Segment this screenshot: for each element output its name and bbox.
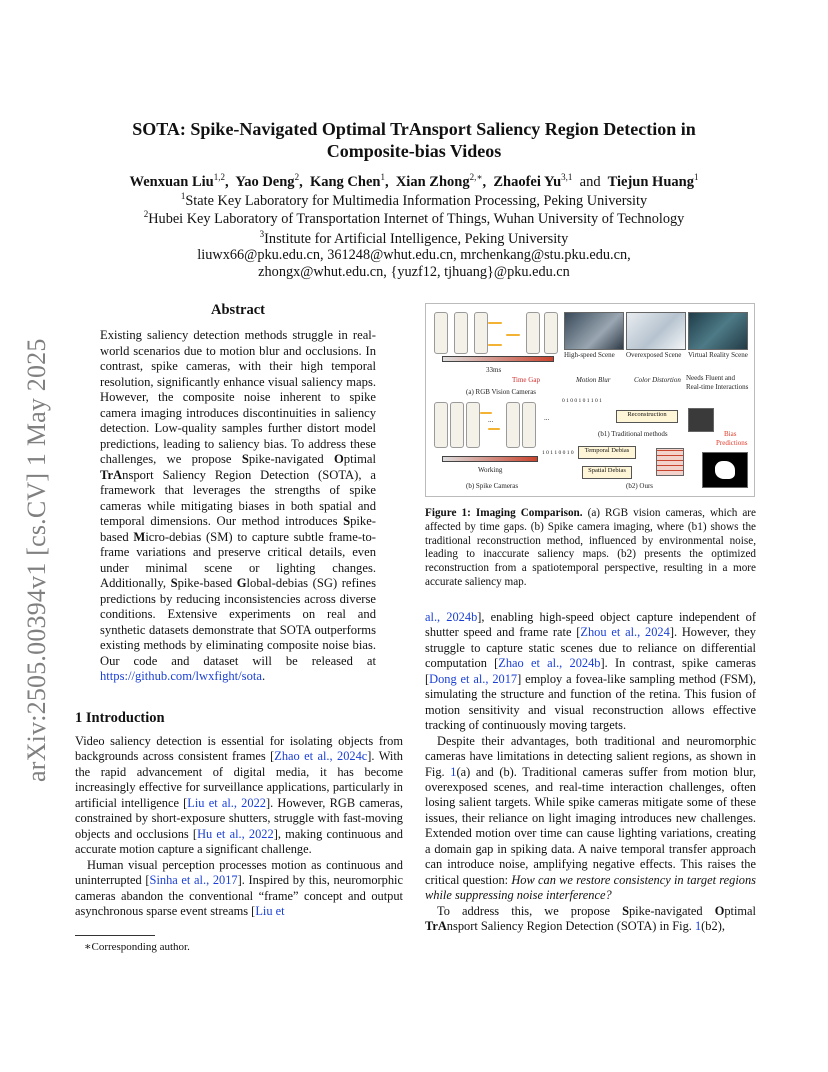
email-line-2: zhongx@whut.edu.cn, {yuzf12, tjhuang}@pku.edu.cn bbox=[258, 264, 570, 280]
caption-b2: (b2) Ours bbox=[626, 482, 654, 490]
title-line-2: Composite-bias Videos bbox=[326, 141, 502, 161]
text-span: ] employ a fovea-like sampling method (FSM), simulating the structure and function of the retina. This fusion of motion sensitivity and visual reconstruction allows effective tracking of continuously moving targets. bbox=[425, 671, 756, 733]
arxiv-identifier: arXiv:2505.00394v1 [cs.CV] 1 May 2025 bbox=[22, 338, 51, 782]
author-name: Wenxuan Liu bbox=[129, 173, 214, 190]
camera-icon bbox=[474, 312, 488, 354]
text-span: To address this, we propose bbox=[437, 903, 623, 918]
camera-icon bbox=[450, 402, 464, 448]
citation-link[interactable]: Sinha et al., 2017 bbox=[149, 873, 238, 888]
section-heading-introduction: 1 Introduction bbox=[75, 710, 165, 726]
paper-title bbox=[96, 118, 732, 162]
intro-paragraph-2 bbox=[75, 858, 403, 920]
affiliation-text: Institute for Artificial Intelligence, Peking University bbox=[264, 230, 569, 247]
reconstruction-box: Reconstruction bbox=[616, 410, 678, 423]
citation-link[interactable]: Zhao et al., 2024c bbox=[274, 749, 368, 764]
saliency-map-noisy bbox=[688, 408, 714, 432]
light-ray bbox=[506, 334, 520, 336]
label-color-distortion: Color Distortion bbox=[634, 376, 681, 384]
figure-label: Figure 1: bbox=[425, 507, 471, 519]
predictions-label: Predictions bbox=[716, 439, 748, 447]
temporal-debias-box: Temporal Debias bbox=[578, 446, 636, 459]
abstract-part: icro-debias (SM) to capture subtle frame-to-frame variations and preserve critical details, even under minimal scene or lighting changes. Additionally, bbox=[100, 529, 377, 590]
working-bar bbox=[442, 456, 538, 462]
abstract-acronym-letter: G bbox=[236, 576, 247, 590]
figure-caption-title: Imaging Comparison. bbox=[475, 507, 583, 519]
acronym-letter: O bbox=[714, 903, 725, 918]
author-list: Wenxuan Liu$^{1,2}$, Yao Deng$^2$, Kang Chen$^1$, Xian Zhong$^{2,∗}$, Zhaofei Yu$^{3,1}$ and Tiejun Huang$^1$ bbox=[129, 172, 699, 190]
abstract-part: pike-based bbox=[100, 514, 376, 544]
bias-label: Bias bbox=[724, 430, 737, 438]
author-name: Xian Zhong bbox=[395, 173, 470, 190]
citation-link[interactable]: Liu et bbox=[255, 903, 285, 918]
author-name: Zhaofei Yu bbox=[493, 173, 562, 190]
citation-link[interactable]: Liu et al., 2022 bbox=[187, 795, 266, 810]
dots-label: ... bbox=[488, 416, 494, 424]
citation-link[interactable]: al., 2024b bbox=[425, 610, 478, 624]
abstract-part: pike-based bbox=[177, 576, 237, 590]
text-span: pike-navigated bbox=[628, 903, 715, 918]
affiliation-3 bbox=[70, 229, 758, 248]
affiliation-sup: 1 bbox=[180, 191, 186, 201]
affiliation-2 bbox=[70, 209, 758, 228]
text-span: nsport Saliency Region Detection (SOTA) in Fig. bbox=[446, 919, 695, 934]
footnote: ∗Corresponding author. bbox=[84, 941, 190, 953]
abstract-text bbox=[100, 328, 376, 685]
caption-b1: (b1) Traditional methods bbox=[598, 430, 668, 438]
label-vr: Virtual Reality Scene bbox=[688, 351, 748, 359]
saliency-map-clean bbox=[702, 452, 748, 488]
author-sup: 1 bbox=[693, 172, 699, 182]
text-span: ]. In contrast, spike cameras [ bbox=[425, 656, 757, 686]
acronym-letter: S bbox=[622, 903, 629, 918]
author-name: Tiejun Huang bbox=[607, 173, 694, 190]
figure-ref-link[interactable]: 1 bbox=[450, 764, 457, 779]
caption-a: (a) RGB Vision Cameras bbox=[466, 388, 537, 396]
abstract-part: lobal-debias (SG) refines predictions by reducing inconsistencies across diverse conditions. Extensive experiments on real and synthetic datasets demonstrate that SOTA outperforms existing methods by eliminating composite noise bias. Our code and dataset will be released at bbox=[100, 576, 376, 668]
author-and: and bbox=[579, 173, 601, 190]
high-speed-image bbox=[564, 312, 624, 350]
light-ray bbox=[488, 322, 502, 324]
bitstream-label: 0 1 0 0 1 0 1 1 0 1 bbox=[562, 398, 602, 404]
author-sup: 1,2 bbox=[213, 172, 225, 182]
time-bar bbox=[442, 356, 554, 362]
overexposed-image bbox=[626, 312, 686, 350]
code-link[interactable]: https://github.com/lwxfight/sota bbox=[100, 669, 262, 683]
intro-text bbox=[75, 734, 403, 919]
label-overexposed: Overexposed Scene bbox=[626, 351, 682, 359]
camera-icon bbox=[522, 402, 536, 448]
camera-icon bbox=[506, 402, 520, 448]
affiliation-text: Hubei Key Laboratory of Transportation Internet of Things, Wuhan University of Technology bbox=[148, 210, 685, 227]
text-span: Despite their advantages, both traditional and neuromorphic cameras have limitations in detecting salient regions, as shown in Fig. bbox=[425, 733, 756, 779]
author-name: Kang Chen bbox=[309, 173, 381, 190]
bitstream-label-2: 1 0 1 1 0 0 1 0 bbox=[542, 450, 574, 456]
citation-link[interactable]: Zhao et al., 2024b bbox=[498, 656, 601, 671]
light-ray bbox=[488, 344, 502, 346]
caption-b: (b) Spike Cameras bbox=[466, 482, 519, 490]
intro-paragraph-1 bbox=[75, 734, 403, 858]
figure-caption-text: (a) RGB vision cameras, which are affected by time gaps. (b) Spike camera imaging, where (b1) shows the traditional reconstruction method, influenced by environmental noise, leading to inaccurate saliency maps. (b2) presents the optimized reconstruction from a spatiotemporal perspective, resulting in a more accurate saliency map. bbox=[425, 507, 757, 588]
affiliation-text: State Key Laboratory for Multimedia Information Processing, Peking University bbox=[185, 192, 648, 209]
abstract-acronym-letter: O bbox=[334, 452, 344, 466]
light-ray bbox=[480, 412, 492, 414]
text-span: Video saliency detection is essential for isolating objects from backgrounds across consistent frames [ bbox=[75, 734, 403, 764]
camera-icon bbox=[434, 312, 448, 354]
abstract-part: Existing saliency detection methods struggle in real-world scenarios due to motion blur and occlusions. In contrast, spike cameras, with their high temporal resolution, significantly enhance visual saliency maps. However, the composite noise inherent to spike camera imaging introduces discontinuities in saliency detection. Low-quality samples further distort model predictions, leading to saliency bias. To address these challenges, we propose bbox=[100, 328, 376, 466]
label-high-speed: High-speed Scene bbox=[564, 351, 615, 359]
figure-ref-link[interactable]: 1 bbox=[694, 919, 702, 934]
figure-1 bbox=[425, 303, 755, 497]
right-paragraph-3 bbox=[425, 904, 756, 935]
acronym-letter: TrA bbox=[425, 919, 447, 934]
time-label: 33ms bbox=[486, 366, 502, 374]
abstract-acronym-letter: S bbox=[241, 452, 249, 466]
abstract-acronym-letter: TrA bbox=[100, 467, 123, 482]
text-span: ]. With the rapid advancement of digital media, it has become increasingly effective for surveillance applications, particularly in artificial intelligence [ bbox=[75, 749, 403, 810]
text-span: ]. However, they struggle to capture static scenes due to reliance on differential computation [ bbox=[425, 625, 756, 671]
author-sup: 3,1 bbox=[561, 172, 573, 182]
label-needs-2: Real-time Interactions bbox=[686, 383, 749, 391]
author-sup: 2 bbox=[294, 172, 300, 182]
abstract-part: . bbox=[261, 669, 266, 683]
abstract-heading: Abstract bbox=[211, 302, 265, 318]
question-text: How can we restore consistency in target regions while suppressing noise interference? bbox=[425, 872, 756, 903]
text-span: Human visual perception processes motion as continuous and uninterrupted [ bbox=[75, 857, 403, 888]
time-gap-label: Time Gap bbox=[512, 376, 540, 384]
figure-caption bbox=[425, 507, 756, 590]
text-span: ]. However, RGB cameras, constrained by short-exposure shutters, struggle with fast-moving objects and occlusions [ bbox=[75, 795, 403, 841]
right-paragraph-2 bbox=[425, 734, 756, 904]
title-line-1: SOTA: Spike-Navigated Optimal TrAnsport Saliency Region Detection in bbox=[132, 119, 696, 139]
arrow-label: ... bbox=[544, 414, 550, 422]
abstract-part: ptimal bbox=[343, 452, 376, 466]
working-label: Working bbox=[478, 466, 503, 474]
text-span: ]. Inspired by this, neuromorphic cameras abandon the conventional “frame” concept and output asynchronous sparse event streams [ bbox=[75, 873, 403, 918]
right-column-text bbox=[425, 610, 756, 935]
light-ray bbox=[488, 428, 500, 430]
citation-link[interactable]: Zhou et al., 2024 bbox=[580, 625, 670, 640]
right-paragraph-1 bbox=[425, 610, 756, 734]
affiliation-1 bbox=[70, 191, 758, 210]
abstract-acronym-letter: S bbox=[170, 576, 178, 590]
camera-icon bbox=[466, 402, 480, 448]
affiliation-sup: 2 bbox=[143, 209, 149, 219]
abstract-part: nsport Saliency Region Detection (SOTA), a framework that leverages the strengths of spike cameras while mitigating biases in both spatial and temporal dimensions. Our method introduces bbox=[100, 467, 376, 528]
text-span: ], enabling high-speed object capture independent of shutter speed and frame rate [ bbox=[425, 610, 756, 640]
label-motion-blur: Motion Blur bbox=[576, 376, 611, 384]
camera-icon bbox=[454, 312, 468, 354]
label-needs-1: Needs Fluent and bbox=[686, 374, 735, 382]
text-span: ], making continuous and accurate motion capture a significant challenge. bbox=[75, 826, 403, 857]
author-sup: 1 bbox=[380, 172, 385, 182]
author-name: Yao Deng bbox=[235, 173, 295, 190]
email-line-1: liuwx66@pku.edu.cn, 361248@whut.edu.cn, mrchenkang@stu.pku.edu.cn, bbox=[197, 247, 631, 263]
abstract-acronym-letter: M bbox=[133, 529, 146, 544]
abstract-part: pike-navigated bbox=[248, 452, 334, 466]
camera-icon bbox=[526, 312, 540, 354]
affiliation-sup: 3 bbox=[259, 229, 265, 239]
camera-icon bbox=[544, 312, 558, 354]
citation-link[interactable]: Hu et al., 2022 bbox=[197, 826, 274, 841]
abstract-acronym-letter: S bbox=[343, 514, 351, 528]
text-span: ptimal bbox=[724, 903, 756, 918]
author-sup: 2,∗ bbox=[469, 172, 483, 182]
vr-image bbox=[688, 312, 748, 350]
spatial-debias-box: Spatial Debias bbox=[582, 466, 632, 479]
citation-link[interactable]: Dong et al., 2017 bbox=[429, 671, 518, 686]
footnote-rule bbox=[75, 935, 155, 936]
camera-icon bbox=[434, 402, 448, 448]
text-span: (b2), bbox=[701, 919, 725, 934]
text-span: (a) and (b). Traditional cameras suffer from motion blur, overexposed scenes, and real-time interaction challenges, often losing salient targets. While spike cameras mitigate some of these issues, their reliance on light imaging introduces new challenges. Extended motion over time can cause lighting variations, creating a domain gap in spiking data. A naive temporal transfer approach can introduce noise, amplifying negative effects. This raises the critical question: bbox=[425, 764, 756, 887]
grid-map-icon bbox=[656, 448, 684, 476]
